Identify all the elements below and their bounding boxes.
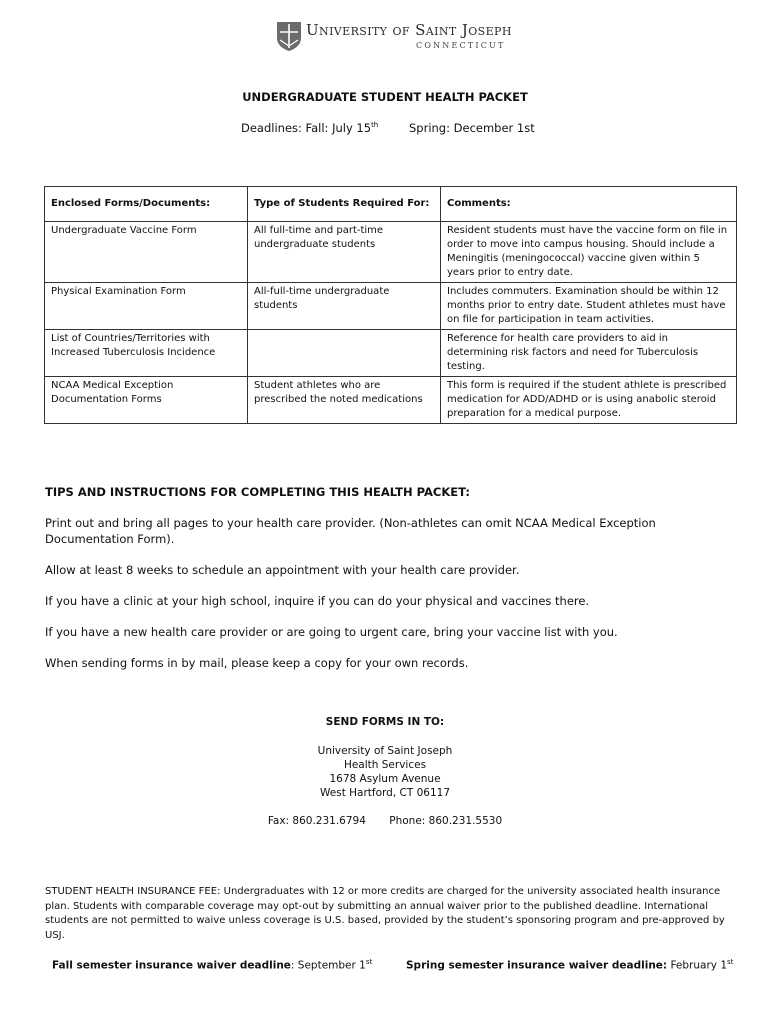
university-name: University of Saint Joseph [306, 21, 512, 39]
document-cell: Undergraduate Vaccine Form [45, 222, 248, 283]
document-cell: List of Countries/Territories with Increased Tuberculosis Incidence [45, 330, 248, 377]
column-header: Type of Students Required For: [248, 187, 441, 222]
tip-item: If you have a clinic at your high school, inquire if you can do your physical and vaccines there. [45, 594, 590, 608]
comments-cell: Includes commuters. Examination should be within 12 months prior to entry date. Student athletes must have on file for participation in team activities. [441, 283, 737, 330]
column-header: Enclosed Forms/Documents: [45, 187, 248, 222]
forms-table [44, 186, 737, 424]
address-line: 1678 Asylum Avenue [329, 773, 441, 785]
students-cell: Student athletes who are prescribed the noted medications [248, 377, 441, 424]
students-cell: All-full-time undergraduate students [248, 283, 441, 330]
tip-item: Allow at least 8 weeks to schedule an appointment with your health care provider. [45, 563, 520, 577]
table-header-row [45, 187, 737, 222]
fall-deadline: Deadlines: Fall: July 15th [241, 121, 379, 135]
table-row [45, 222, 737, 283]
students-cell: All full-time and part-time undergraduate students [248, 222, 441, 283]
address-line: University of Saint Joseph [317, 745, 453, 757]
comments-cell: Resident students must have the vaccine form on file in order to move into campus housing. Should include a Meningitis (meningococcal) vaccine given within 5 years prior to entry date. [441, 222, 737, 283]
phone-number: Phone: 860.231.5530 [389, 815, 503, 827]
contact-line [0, 815, 770, 827]
address-line: Health Services [343, 759, 427, 771]
insurance-paragraph: STUDENT HEALTH INSURANCE FEE: Undergraduates with 12 or more credits are charged for the university associated health insurance plan. Students with comparable coverage may opt-out by submitting an annual waiver prior to the published deadline. International students are not permitted to waive unless coverage is U.S. based, provided by the student’s sponsoring program and pre-approved by USJ. [45, 886, 725, 941]
tip-item: If you have a new health care provider or are going to urgent care, bring your vaccine list with you. [45, 625, 618, 639]
table-row [45, 283, 737, 330]
spring-waiver-deadline: Spring semester insurance waiver deadline: February 1st [406, 958, 734, 972]
university-location: CONNECTICUT [416, 41, 506, 50]
shield-crest-icon [276, 20, 302, 52]
spring-deadline: Spring: December 1st [409, 121, 535, 135]
tip-item: Print out and bring all pages to your health care provider. (Non-athletes can omit NCAA Medical Exception Documentation Form). [45, 516, 656, 546]
send-forms-heading: SEND FORMS IN TO: [325, 716, 445, 728]
document-cell: NCAA Medical Exception Documentation Forms [45, 377, 248, 424]
table-row [45, 377, 737, 424]
fax-number: Fax: 860.231.6794 [267, 815, 366, 827]
tips-heading: TIPS AND INSTRUCTIONS FOR COMPLETING THIS HEALTH PACKET: [45, 485, 470, 499]
document-cell: Physical Examination Form [45, 283, 248, 330]
fall-waiver-deadline: Fall semester insurance waiver deadline: September 1st [52, 958, 373, 972]
students-cell [248, 330, 441, 377]
address-line: West Hartford, CT 06117 [320, 787, 450, 799]
comments-cell: Reference for health care providers to aid in determining risk factors and need for Tuberculosis testing. [441, 330, 737, 377]
tip-item: When sending forms in by mail, please keep a copy for your own records. [45, 656, 469, 670]
comments-cell: This form is required if the student athlete is prescribed medication for ADD/ADHD or is using anabolic steroid preparation for a medical purpose. [441, 377, 737, 424]
column-header: Comments: [441, 187, 737, 222]
university-logo [276, 20, 512, 54]
table-row [45, 330, 737, 377]
page-title: UNDERGRADUATE STUDENT HEALTH PACKET [242, 90, 528, 104]
